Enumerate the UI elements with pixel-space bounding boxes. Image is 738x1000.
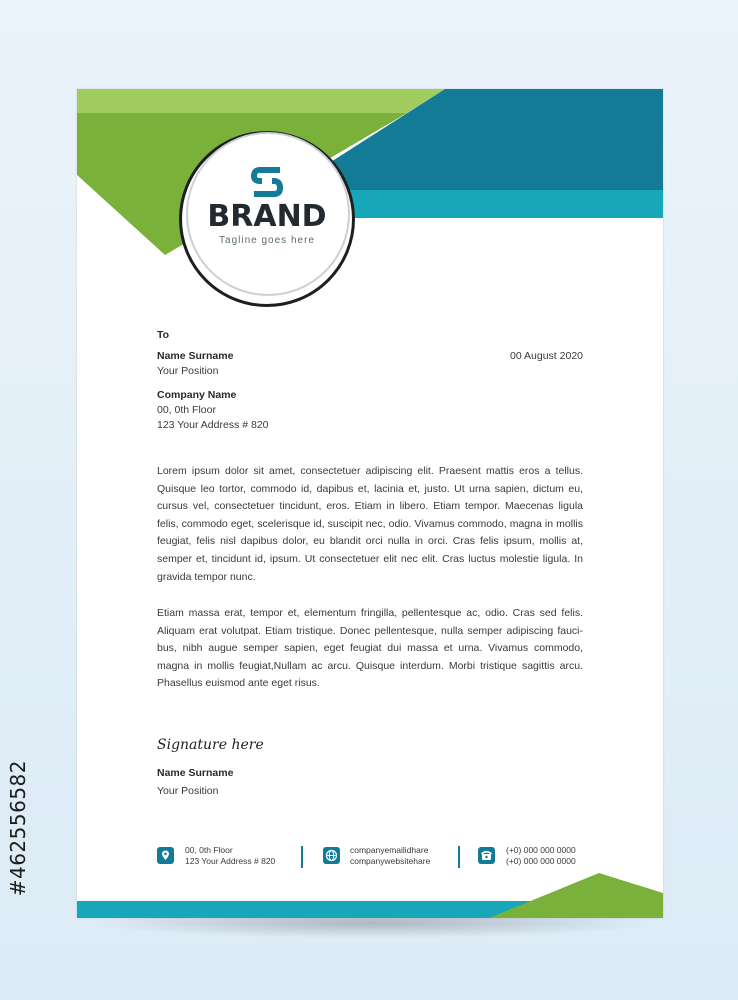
brand-name: BRAND [207,199,327,234]
body-paragraph-2: Etiam massa erat, tempor et, elementum fringilla, pellentesque ac, odio. Cras sed felis. Aliquam erat volutpat. Etiam tristique. Donec pellentesque, nulla semper adipiscing fauci-bus, nibh augue semper sapien, eget feugiat dui massa et urna. Vivamus commodo, magna in mollis feugiat,Nullam ac arcu. Quisque interdum. Morbi tristique sagittis arcu. Phasellus euismod ante eget risus. [157,607,583,690]
footer-divider-1 [301,846,303,868]
footer-phone-1[interactable]: (+0) 000 000 0000 [506,845,576,855]
company-name: Company Name [157,389,237,401]
recipient-name: Name Surname [157,350,234,362]
stock-id: #462556582 [6,760,30,897]
footer-address-line2: 123 Your Address # 820 [185,856,276,866]
footer-divider-2 [458,846,460,868]
signoff-name: Name Surname [157,767,234,779]
address-line1: 00, 0th Floor [157,404,216,416]
footer-green [489,873,663,918]
footer-address-line1: 00, 0th Floor [185,845,233,855]
footer-phone-2[interactable]: (+0) 000 000 0000 [506,856,576,866]
header-green-light [77,89,445,113]
header-shapes [77,89,663,289]
phone-icon [478,847,495,864]
footer-email[interactable]: companyemailidhare [350,845,429,855]
footer-shapes [77,869,663,918]
recipient-position: Your Position [157,365,219,377]
globe-icon [323,847,340,864]
body-paragraph-1: Lorem ipsum dolor sit amet, consectetuer adipiscing elit. Praesent mattis eros a tellus. Quisque leo tortor, commodo id, dapibus et, lacinia et, justo. Ut urna sapien, dictum eu, cursus vel, consectetuer tincidunt, eros. Etiam in libero. Etiam tempor. Maecenas ligula felis, commodo eget, scelerisque id, suscipit nec, odio. Vivamus commodo, magna in mollis feugiat, felis nisl dapibus dolor, eu blandit orci nulla in orci. Cras felis ipsum, mollis at, semper et, tincidunt id, ipsum. Ut consectetuer elit nec elit. Cras luctus molestie ligula. In gravida tempor nunc. [157,465,583,583]
footer-website[interactable]: companywebsitehare [350,856,431,866]
signoff-position: Your Position [157,785,219,797]
s-logo-icon [250,164,284,200]
header-teal-light [307,190,663,218]
address-line2: 123 Your Address # 820 [157,419,269,431]
to-label: To [157,329,170,341]
letter-date: 00 August 2020 [510,350,583,362]
brand-tagline: Tagline goes here [219,235,315,246]
letterhead-page [77,89,663,918]
location-pin-icon [157,847,174,864]
signature: Signature here [157,737,264,753]
